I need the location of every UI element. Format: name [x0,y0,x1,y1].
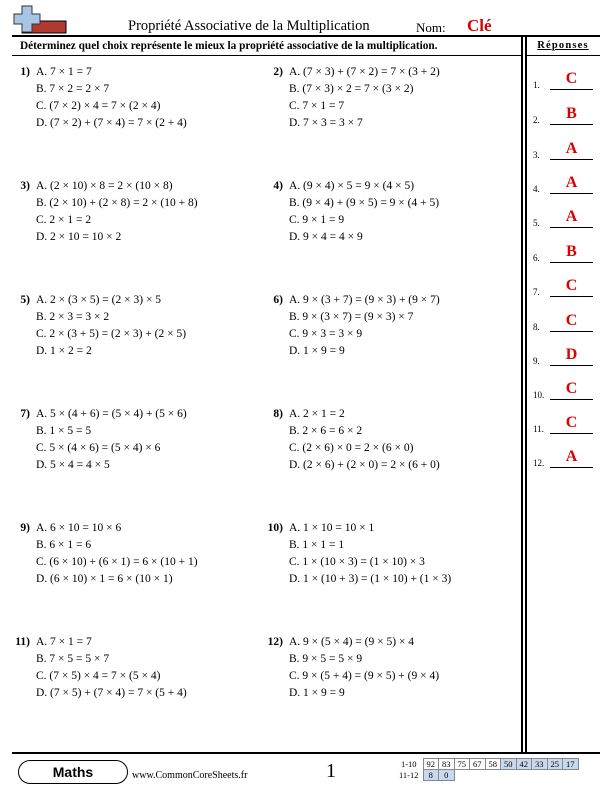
answer-3 [533,138,593,162]
option-b: B. (9 × 4) + (9 × 5) = 9 × (4 + 5) [289,197,440,209]
score-cell: 83 [439,759,455,770]
score-cell: 92 [423,759,439,770]
option-d: D. 2 × 10 = 10 × 2 [36,231,122,243]
score-cell: 50 [501,759,517,770]
answer-number: 12. [533,458,545,468]
option-a: A. 2 × (3 × 5) = (2 × 3) × 5 [36,294,162,306]
option-d: D. (2 × 6) + (2 × 0) = 2 × (6 + 0) [289,459,440,471]
answer-6 [533,241,593,265]
answer-line [550,365,593,366]
footer-divider [12,752,600,754]
option-c: C. 9 × (5 + 4) = (9 × 5) + (9 × 4) [289,670,440,682]
problem-number: 7) [20,408,30,420]
answer-2 [533,103,593,127]
option-c: C. 1 × (10 × 3) = (1 × 10) × 3 [289,556,425,568]
problem-number: 9) [20,522,30,534]
score-cell: 17 [563,759,579,770]
option-d: D. 5 × 4 = 4 × 5 [36,459,110,471]
answer-value: C [565,70,578,87]
answer-value: A [565,448,578,465]
score-cell: 75 [454,759,470,770]
option-d: D. 7 × 3 = 3 × 7 [289,117,363,129]
answer-line [550,467,593,468]
answer-9 [533,344,593,368]
problem-number: 1) [20,66,30,78]
option-d: D. (7 × 5) + (7 × 4) = 7 × (5 + 4) [36,687,187,699]
problem-number: 2) [273,66,283,78]
option-d: D. 1 × 9 = 9 [289,687,345,699]
answer-number: 1. [533,80,540,90]
name-label: Nom: [416,20,446,35]
option-b: B. 9 × 5 = 5 × 9 [289,653,363,665]
option-d: D. (6 × 10) × 1 = 6 × (10 × 1) [36,573,173,585]
option-b: B. 7 × 5 = 5 × 7 [36,653,110,665]
answer-number: 6. [533,253,540,263]
answer-1 [533,68,593,92]
answer-line [550,159,593,160]
score-cell: 58 [485,759,501,770]
option-b: B. 9 × (3 × 7) = (9 × 3) × 7 [289,311,414,323]
option-a: A. (7 × 3) + (7 × 2) = 7 × (3 + 2) [289,66,440,78]
plus-logo-icon [10,4,70,34]
score-cell: 25 [547,759,563,770]
option-a: A. 7 × 1 = 7 [36,636,92,648]
option-a: A. 9 × (5 × 4) = (9 × 5) × 4 [289,636,415,648]
option-c: C. (7 × 2) × 4 = 7 × (2 × 4) [36,100,161,112]
answer-line [550,433,593,434]
answer-line [550,399,593,400]
answer-line [550,193,593,194]
score-table [396,758,579,781]
answer-value: C [565,414,578,431]
option-a: A. 2 × 1 = 2 [289,408,345,420]
option-a: A. 1 × 10 = 10 × 1 [289,522,375,534]
answer-number: 10. [533,390,545,400]
option-c: C. 9 × 3 = 3 × 9 [289,328,363,340]
option-a: A. 6 × 10 = 10 × 6 [36,522,122,534]
problem-number: 11) [15,636,30,648]
option-d: D. 1 × 9 = 9 [289,345,345,357]
answer-value: D [565,346,578,363]
answer-number: 7. [533,287,540,297]
option-b: B. 6 × 1 = 6 [36,539,92,551]
option-d: D. 1 × 2 = 2 [36,345,92,357]
answer-12 [533,446,593,470]
option-a: A. 7 × 1 = 7 [36,66,92,78]
problem-number: 5) [20,294,30,306]
option-d: D. 1 × (10 + 3) = (1 × 10) + (1 × 3) [289,573,452,585]
answers-column-border-right [525,35,527,752]
option-d: D. 9 × 4 = 4 × 9 [289,231,363,243]
answers-heading: Réponses [537,40,589,51]
score-row-1-10 [396,759,578,770]
option-b: B. 7 × 2 = 2 × 7 [36,83,110,95]
option-b: B. (2 × 10) + (2 × 8) = 2 × (10 + 8) [36,197,198,209]
score-cell: 67 [470,759,486,770]
answer-4 [533,172,593,196]
problem-number: 6) [273,294,283,306]
problem-number: 12) [267,636,283,648]
answer-7 [533,275,593,299]
score-row-label: 11-12 [399,770,419,780]
answer-line [550,89,593,90]
option-c: C. 2 × (3 + 5) = (2 × 3) + (2 × 5) [36,328,187,340]
answer-number: 9. [533,356,540,366]
option-d: D. (7 × 2) + (7 × 4) = 7 × (2 + 4) [36,117,187,129]
answer-value: C [565,380,578,397]
worksheet-title: Propriété Associative de la Multiplication [128,18,370,34]
answers-heading-divider [526,55,600,56]
answer-number: 5. [533,218,540,228]
answer-value: A [565,174,578,191]
option-a: A. 9 × (3 + 7) = (9 × 3) + (9 × 7) [289,294,440,306]
score-cell: 0 [439,770,455,781]
answer-number: 2. [533,115,540,125]
answer-value: C [565,277,578,294]
answer-line [550,262,593,263]
instructions: Déterminez quel choix représente le mieux la propriété associative de la multiplication. [20,40,438,52]
answer-number: 4. [533,184,540,194]
problem-number: 10) [267,522,283,534]
score-cell: 42 [516,759,532,770]
answer-11 [533,412,593,436]
answer-value: B [566,243,577,260]
option-c: C. (6 × 10) + (6 × 1) = 6 × (10 + 1) [36,556,198,568]
answer-value: A [565,140,578,157]
problem-number: 3) [20,180,30,192]
option-b: B. (7 × 3) × 2 = 7 × (3 × 2) [289,83,414,95]
answer-8 [533,310,593,334]
answer-number: 3. [533,150,540,160]
option-c: C. 5 × (4 × 6) = (5 × 4) × 6 [36,442,161,454]
header-divider [12,35,600,37]
option-b: B. 1 × 5 = 5 [36,425,92,437]
answer-value: A [565,208,578,225]
answers-column-border-left [521,35,523,752]
answer-line [550,124,593,125]
problem-number: 8) [273,408,283,420]
score-row-label: 1-10 [400,759,417,769]
instructions-divider [12,55,522,56]
answer-value: C [565,312,578,329]
option-b: B. 1 × 1 = 1 [289,539,345,551]
answer-10 [533,378,593,402]
option-a: A. (2 × 10) × 8 = 2 × (10 × 8) [36,180,173,192]
answer-line [550,227,593,228]
answer-line [550,296,593,297]
page-number: 1 [326,760,336,782]
score-cell: 33 [532,759,548,770]
site-url: www.CommonCoreSheets.fr [132,770,248,781]
answer-number: 11. [533,424,544,434]
option-c: C. 7 × 1 = 7 [289,100,345,112]
option-c: C. 2 × 1 = 2 [36,214,92,226]
answer-5 [533,206,593,230]
option-b: B. 2 × 6 = 6 × 2 [289,425,363,437]
score-cell: 8 [423,770,439,781]
name-value: Clé [467,16,492,35]
option-c: C. (7 × 5) × 4 = 7 × (5 × 4) [36,670,161,682]
score-row-11-12 [396,770,578,781]
option-c: C. (2 × 6) × 0 = 2 × (6 × 0) [289,442,414,454]
answer-value: B [566,105,577,122]
subject-badge: Maths [18,760,128,784]
option-b: B. 2 × 3 = 3 × 2 [36,311,110,323]
answer-line [550,331,593,332]
answer-number: 8. [533,322,540,332]
problem-number: 4) [273,180,283,192]
option-a: A. (9 × 4) × 5 = 9 × (4 × 5) [289,180,415,192]
option-c: C. 9 × 1 = 9 [289,214,345,226]
option-a: A. 5 × (4 + 6) = (5 × 4) + (5 × 6) [36,408,187,420]
